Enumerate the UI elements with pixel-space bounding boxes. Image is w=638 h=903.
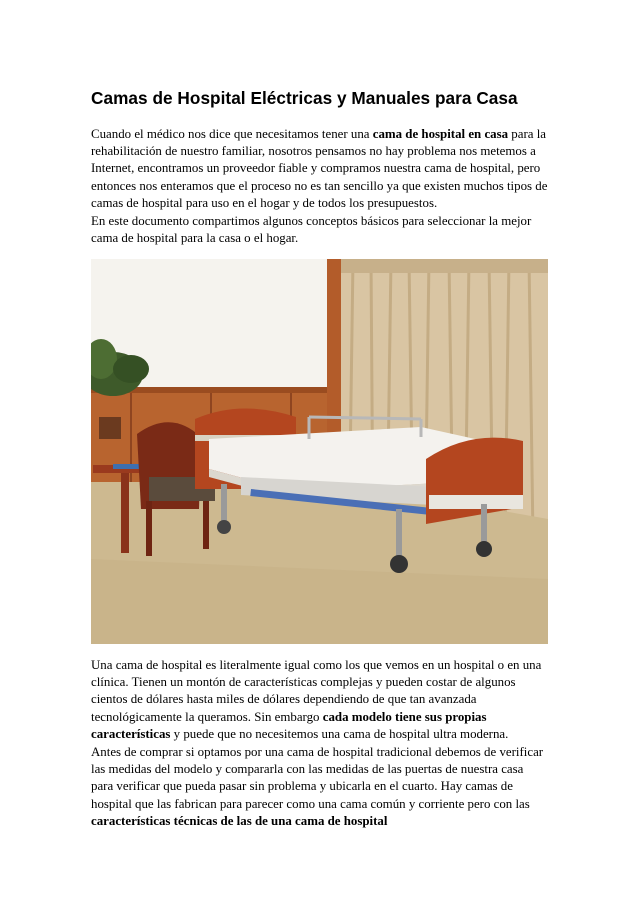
hospital-bed-photo (91, 259, 548, 644)
purpose-paragraph: En este documento compartimos algunos conceptos básicos para seleccionar la mejor cama de hospital para la casa o el hogar. (91, 214, 532, 246)
bold-phrase: cada modelo tiene sus propias (322, 709, 487, 724)
bold-phrase: cama de hospital en casa (372, 127, 509, 141)
definition-paragraph: Una cama de hospital es literalmente igual como los que vemos en un hospital o en una clínica. Tienen un montón de características complejas y pueden costar de algunos cientos de dólares hasta miles de dólares dependiendo de que tan avanzada tecnológicamente la queramos. Sin embargo cada modelo tiene sus propias características y puede que no necesitemos una cama de hospital ultra moderna. (91, 658, 542, 741)
bold-phrase: características técnicas de las de una cama de hospital (91, 813, 388, 828)
intro-paragraph: Cuando el médico nos dice que necesitamos tener una cama de hospital en casa para la rehabilitación de nuestro familiar, nosotros pensamos no hay problema nos metemos a Internet, encontramos un proveedor fiable y compramos nuestra cama de hospital, pero entonces nos enteramos que el proceso no es tan sencillo ya que existen muchos tipos de camas de hospital para uso en el hogar y de todos los presupuestos. (91, 127, 548, 210)
page-title: Camas de Hospital Eléctricas y Manuales para Casa (91, 88, 518, 108)
bold-phrase: características (91, 726, 171, 741)
measurements-paragraph: Antes de comprar si optamos por una cama de hospital tradicional debemos de verificar las medidas del modelo y compararla con las medidas de las puertas de nuestra casa para verificar que pueda pasar sin problema y ubicarla en el cuarto. Hay camas de hospital que las fabrican para parecer como una cama común y corriente pero con las características técnicas de las de una cama de hospital (91, 745, 544, 828)
